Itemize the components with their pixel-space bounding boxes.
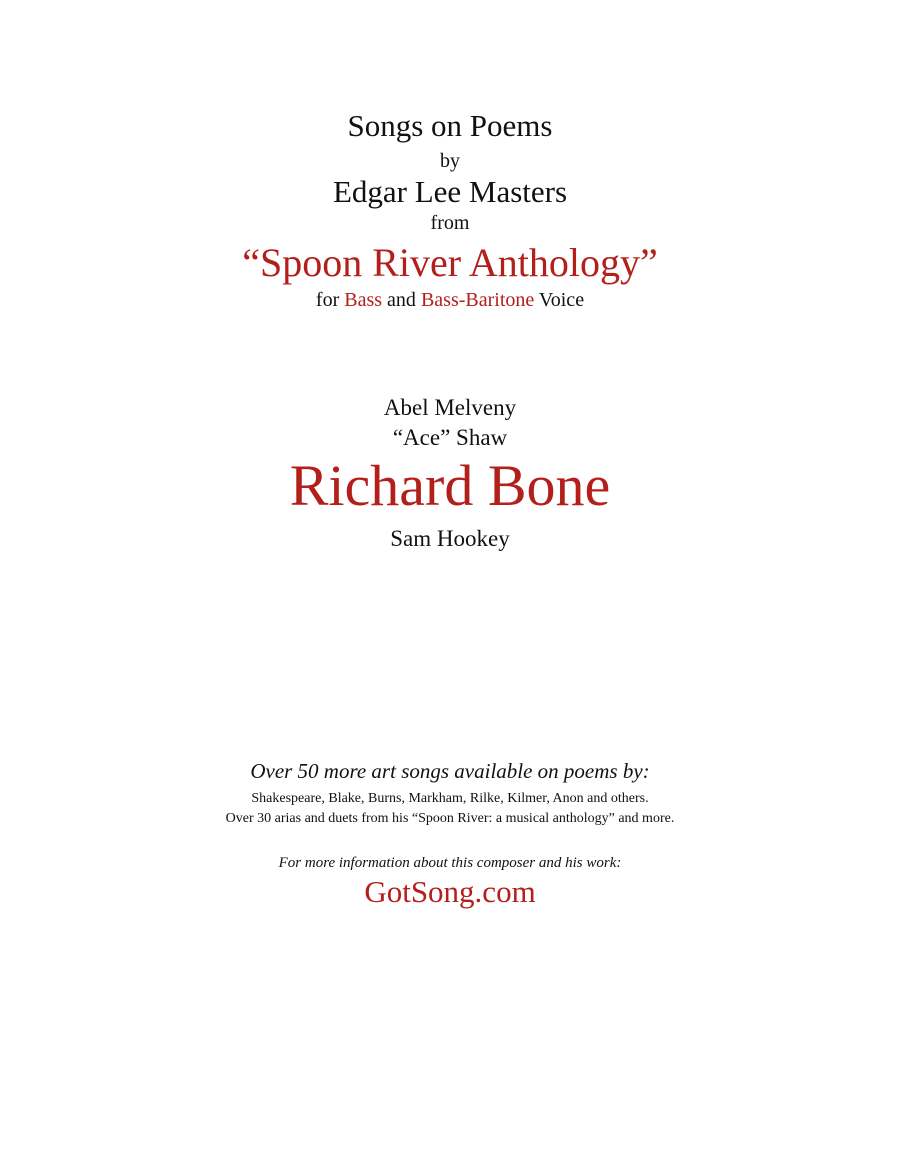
more-songs-heading: Over 50 more art songs available on poems by: — [250, 759, 650, 783]
collection-title: Songs on Poems — [347, 108, 553, 143]
song-title-ace-shaw: “Ace” Shaw — [392, 425, 508, 450]
voice-and: and — [382, 289, 421, 311]
from-line: from — [430, 212, 470, 234]
song-title-sam-hookey: Sam Hookey — [390, 526, 510, 551]
voice-suffix: Voice — [534, 289, 585, 311]
by-line: by — [440, 150, 460, 172]
website-link[interactable]: GotSong.com — [364, 874, 536, 909]
arias-line: Over 30 arias and duets from his “Spoon River: a musical anthology” and more. — [225, 811, 675, 826]
anthology-title: “Spoon River Anthology” — [242, 240, 658, 285]
voice-type-line — [0, 290, 900, 310]
voice-prefix: for — [315, 289, 345, 311]
poets-list: Shakespeare, Blake, Burns, Markham, Rilke, Kilmer, Anon and others. — [251, 791, 649, 806]
voice-bass-baritone: Bass-Baritone — [420, 289, 535, 311]
voice-bass: Bass — [344, 289, 383, 311]
song-title-abel-melveny: Abel Melveny — [383, 395, 517, 420]
info-line: For more information about this composer and his work: — [278, 855, 622, 871]
poet-name: Edgar Lee Masters — [332, 174, 568, 209]
song-title-richard-bone: Richard Bone — [289, 453, 611, 518]
